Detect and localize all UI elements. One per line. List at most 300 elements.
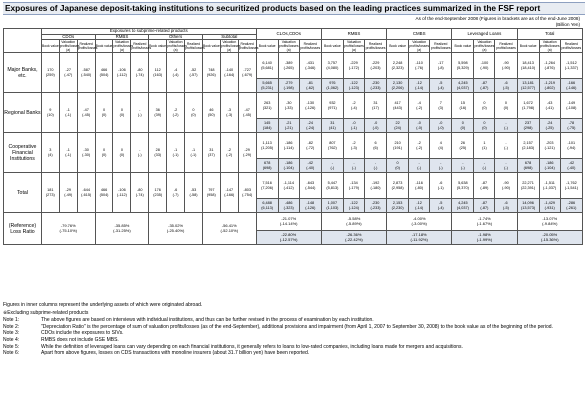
- cell-prev: (-94): [567, 145, 576, 150]
- cell-prev: (41): [328, 125, 336, 130]
- col-val: Valuation profits/losses (a): [113, 40, 134, 53]
- lev-inner-cell: [452, 79, 474, 93]
- cell-prev: (-615): [81, 192, 92, 197]
- clos-outer-cell: [256, 93, 278, 119]
- cell-current: -12: [416, 201, 422, 206]
- cell-current: 46: [209, 108, 214, 113]
- rmbs-inner-cell: [321, 119, 343, 133]
- col-real: Realized profits/losses: [430, 40, 452, 53]
- cell-current: -122: [350, 201, 358, 206]
- cell-current: 22,271: [522, 181, 534, 186]
- note-text: CDOs include the exposures to SIVs.: [41, 330, 124, 337]
- loss-cmbs-inner: [387, 231, 452, 245]
- cell-current: -2: [352, 101, 356, 106]
- cell-current: 6,488: [262, 201, 272, 206]
- cell-current: -1: [66, 108, 70, 113]
- cell-prev: (5,329): [456, 65, 469, 70]
- subprime-cell: [202, 53, 220, 93]
- cell-prev: (7,206): [261, 185, 274, 190]
- cell-current: -803: [243, 188, 251, 193]
- cell-current: 976: [329, 81, 336, 86]
- cell-current: -286: [567, 201, 576, 206]
- subprime-cell: [59, 173, 77, 213]
- cell-prev: (-104): [283, 165, 294, 170]
- cell-prev: (-203): [370, 65, 381, 70]
- cell-current: -203: [545, 141, 554, 146]
- col-real: Realized profits/losses: [185, 40, 203, 53]
- cell-prev: (-): [504, 125, 508, 130]
- clos-outer-cell: [256, 133, 278, 159]
- cell-prev: (2,230): [391, 205, 404, 210]
- cell-prev: (-179): [348, 185, 360, 190]
- cell-current: -140: [225, 68, 234, 73]
- cell-current: 13,181: [522, 81, 534, 86]
- cell-current: 0: [504, 101, 508, 106]
- lev-inner-cell: [452, 119, 474, 133]
- cell-prev: (6,113): [261, 205, 274, 210]
- cell-prev: (-0): [372, 125, 379, 130]
- cell-prev: (-14): [415, 85, 424, 90]
- cell-prev: (-): [373, 165, 378, 170]
- clos-outer-cell: [278, 93, 299, 119]
- cmbs-outer-cell: [430, 133, 452, 159]
- cell-prev: (0): [119, 152, 125, 157]
- subprime-cell: [131, 133, 149, 173]
- cell-prev: (-90): [501, 65, 510, 70]
- cell-current: -47: [244, 108, 250, 113]
- cell-prev: (-1): [65, 152, 72, 157]
- cell-current: 797: [208, 188, 215, 193]
- rmbs-outer-cell: [364, 173, 386, 199]
- cell-prev: (-121): [544, 145, 555, 150]
- subprime-cell: [59, 93, 77, 133]
- cell-prev: (-2): [172, 112, 179, 117]
- cell-prev: (698): [262, 165, 272, 170]
- exposure-table: [3, 28, 583, 245]
- subprime-cell: [149, 133, 167, 173]
- loss-prev: (-5.89%): [346, 220, 362, 226]
- tot-outer-cell: [517, 173, 539, 199]
- cmbs-outer-cell: [409, 133, 430, 159]
- cell-current: 1: [483, 141, 486, 146]
- clos-outer-cell: [299, 173, 321, 199]
- cell-prev: (1,798): [522, 105, 535, 110]
- cell-current: -42: [568, 161, 575, 166]
- cell-prev: (-126): [305, 205, 316, 210]
- cell-prev: (-25): [545, 125, 554, 130]
- loss-lev-outer: [452, 213, 517, 231]
- subprime-cell: [220, 133, 238, 173]
- subprime-cell: [167, 133, 185, 173]
- loss-prev: (-11.92%): [410, 236, 428, 242]
- cell-current: -4: [417, 101, 421, 106]
- cell-current: -122: [350, 81, 358, 86]
- cell-prev: (-123): [348, 85, 360, 90]
- cell-current: -643: [306, 181, 315, 186]
- cell-current: -431: [306, 61, 315, 66]
- cell-current: -644: [82, 188, 90, 193]
- cell-prev: (184): [262, 125, 272, 130]
- cell-prev: (0): [395, 165, 400, 170]
- loss-clos-inner: [256, 231, 321, 245]
- note-label: Note 4:: [3, 336, 20, 343]
- cmbs-inner-cell: [387, 159, 409, 173]
- subprime-cell: [220, 53, 238, 93]
- cell-current: 18,413: [522, 61, 534, 66]
- subprime-cell: [185, 53, 203, 93]
- cell-prev: (0): [119, 112, 125, 117]
- cell-current: 1,007: [327, 201, 338, 206]
- lev-inner-cell: [495, 159, 517, 173]
- cell-prev: (-): [417, 165, 422, 170]
- loss-prev: (-9.84%): [542, 220, 558, 226]
- cell-prev: (-166): [224, 192, 235, 197]
- subprime-cell: [202, 173, 220, 213]
- cell-prev: (-): [504, 165, 508, 170]
- cell-prev: (0): [482, 125, 487, 130]
- cell-prev: (-3): [350, 145, 357, 150]
- lev-outer-cell: [495, 133, 517, 159]
- cell-prev: (-931): [544, 205, 555, 210]
- loss-current: -79.76%: [60, 223, 76, 229]
- cell-prev: (-180): [370, 185, 381, 190]
- cell-prev: (-4): [172, 72, 179, 77]
- cell-prev: (958): [206, 192, 216, 197]
- loss-lev-inner: [452, 231, 517, 245]
- rmbs-outer-cell: [343, 93, 364, 119]
- cell-current: -2: [352, 141, 356, 146]
- cell-current: 36: [155, 108, 160, 113]
- subtotal-header: Subtotal: [202, 34, 256, 40]
- cell-prev: (-108): [566, 105, 577, 110]
- cell-current: -587: [82, 68, 90, 73]
- tot-outer-cell: [517, 53, 539, 79]
- cell-current: -148: [306, 201, 315, 206]
- cell-current: 2,248: [392, 61, 403, 66]
- col-book: Book value: [256, 40, 278, 53]
- tot-outer-cell: [517, 93, 539, 119]
- cmbs-header: CMBS: [387, 29, 452, 40]
- clos-outer-cell: [278, 53, 299, 79]
- cell-current: -130: [306, 101, 315, 106]
- cell-current: -30: [83, 148, 89, 153]
- cmbs-inner-cell: [387, 119, 409, 133]
- cell-current: 112: [154, 68, 161, 73]
- cell-prev: (698): [523, 165, 533, 170]
- cell-current: -727: [243, 68, 251, 73]
- cell-prev: (-74): [135, 72, 144, 77]
- clos-inner-cell: [256, 119, 278, 133]
- cell-current: -24: [307, 121, 314, 126]
- rmbs-inner-cell: [321, 199, 343, 213]
- col-real: Realized profits/losses: [77, 40, 95, 53]
- cell-current: 145: [263, 121, 271, 126]
- note-item: [3, 350, 583, 357]
- cell-prev: (-): [137, 112, 142, 117]
- cell-current: -100: [480, 61, 489, 66]
- subprime-cell: [202, 133, 220, 173]
- loss-prev: (-12.57%): [279, 236, 298, 242]
- cell-prev: (24): [394, 125, 401, 130]
- rmbs-inner-cell: [343, 159, 364, 173]
- cell-current: -24: [546, 121, 553, 126]
- cmbs-outer-cell: [387, 93, 409, 119]
- cmbs-outer-cell: [387, 133, 409, 159]
- cell-prev: (-29): [243, 152, 252, 157]
- cell-prev: (-323): [283, 205, 294, 210]
- rmbs-inner-cell: [321, 79, 343, 93]
- cell-current: -81: [307, 81, 314, 86]
- cell-prev: (235): [153, 192, 163, 197]
- clos-outer-cell: [256, 53, 278, 79]
- cell-prev: (1,062): [326, 85, 339, 90]
- cell-current: 0: [483, 101, 486, 106]
- col-book: Book value: [321, 40, 343, 53]
- tot-inner-cell: [517, 79, 539, 93]
- cell-prev: (-40): [306, 165, 315, 170]
- note-item: [3, 317, 583, 324]
- cell-current: -80: [137, 188, 143, 193]
- cell-current: -0: [417, 121, 421, 126]
- cell-prev: (504): [99, 192, 109, 197]
- subprime-cell: [131, 53, 149, 93]
- cell-prev: (-0): [437, 125, 444, 130]
- cell-current: 6,140: [262, 61, 272, 66]
- cell-current: -: [440, 161, 442, 166]
- tot-inner-cell: [517, 199, 539, 213]
- lev-outer-cell: [474, 133, 495, 159]
- cell-prev: (10): [46, 112, 54, 117]
- col-val: Valuation profits/losses (a): [220, 40, 241, 53]
- clos-outer-cell: [278, 173, 299, 199]
- cell-current: 4: [439, 141, 442, 146]
- cell-prev: (4,080): [326, 65, 339, 70]
- cell-prev: (1,103): [326, 205, 339, 210]
- cell-current: -87: [481, 201, 488, 206]
- col-val: Valuation profits/losses (a): [474, 40, 495, 53]
- col-real: Realized profits/losses: [495, 40, 517, 53]
- clos-inner-cell: [256, 199, 278, 213]
- cell-prev: (5,231): [261, 85, 274, 90]
- loss-prev: (-3.00%): [411, 220, 427, 226]
- loss-tot-outer: [517, 213, 582, 231]
- cell-prev: (-): [460, 165, 465, 170]
- col-book: Book value: [517, 40, 539, 53]
- cell-current: -: [505, 121, 507, 126]
- cell-prev: (-62): [306, 85, 315, 90]
- rmbs-outer-cell: [321, 53, 343, 79]
- cell-prev: (971): [327, 105, 337, 110]
- loss-current: -56.41%: [221, 223, 237, 229]
- cell-current: -116: [415, 181, 423, 186]
- cell-prev: (18,410): [521, 65, 536, 70]
- cell-current: -2: [417, 141, 421, 146]
- cell-prev: (2,183): [522, 145, 535, 150]
- lev-inner-cell: [474, 79, 495, 93]
- cell-prev: (-): [137, 152, 142, 157]
- cell-prev: (-4): [437, 205, 444, 210]
- cell-prev: (16): [459, 105, 467, 110]
- lev-inner-cell: [452, 159, 474, 173]
- cell-current: -1: [66, 148, 70, 153]
- cell-current: 263: [263, 101, 271, 106]
- col-real: Realized profits/losses: [131, 40, 149, 53]
- cell-current: -: [462, 161, 464, 166]
- cell-prev: (5,813): [326, 185, 339, 190]
- notes-section: [3, 302, 583, 357]
- cell-prev: (-802): [544, 85, 555, 90]
- subprime-cell: [185, 173, 203, 213]
- cell-current: -1,762: [565, 181, 577, 186]
- clos-inner-cell: [278, 159, 299, 173]
- cell-prev: (-164): [224, 72, 235, 77]
- lev-outer-cell: [452, 173, 474, 199]
- cell-current: -: [483, 161, 486, 166]
- cell-prev: (-4): [437, 85, 444, 90]
- note-label: Note 1:: [3, 317, 20, 324]
- loss-prev: (-52.10%): [220, 227, 239, 233]
- cell-current: -29: [244, 148, 250, 153]
- cell-prev: (-49): [64, 192, 73, 197]
- cell-current: -0: [352, 121, 356, 126]
- tot-outer-cell: [539, 53, 560, 79]
- cell-current: -101: [567, 141, 576, 146]
- clos-inner-cell: [299, 159, 321, 173]
- lev-outer-cell: [452, 133, 474, 159]
- cell-current: -0: [373, 121, 378, 126]
- cell-current: -21: [285, 121, 292, 126]
- cell-current: 5,665: [262, 81, 272, 86]
- cell-prev: (-2): [416, 145, 423, 150]
- cmbs-outer-cell: [409, 93, 430, 119]
- cell-prev: (2,958): [391, 185, 404, 190]
- note-text: RMBS does not include GSE MBS.: [41, 336, 119, 343]
- clos-inner-cell: [278, 119, 299, 133]
- subprime-cell: [167, 93, 185, 133]
- loss-prev: (-1.67%): [476, 220, 493, 226]
- subprime-cell: [95, 173, 113, 213]
- cell-current: -: [505, 161, 507, 166]
- cell-prev: (259): [45, 72, 55, 77]
- loss-rmbs-inner: [321, 231, 386, 245]
- rmbs-inner-cell: [364, 159, 386, 173]
- cell-prev: (926): [206, 72, 216, 77]
- cell-prev: (-90): [480, 65, 489, 70]
- subprime-cell: [131, 173, 149, 213]
- leveraged-header: Leveraged Loans: [452, 29, 517, 40]
- lev-inner-cell: [474, 159, 495, 173]
- cell-current: 807: [329, 141, 336, 146]
- cell-current: 7,516: [262, 181, 272, 186]
- note-text: "Depreciation Ratio" is the percentage of sum of valuation profits/losses (as of the end-September), additional provisions and impairment (from April 1, 2007 to September 30, 2008) to the book value as of the beginning of the period.: [41, 323, 553, 330]
- cell-prev: (-124): [348, 205, 360, 210]
- cell-current: 0: [192, 108, 195, 113]
- rmbs-header: RMBS: [321, 29, 386, 40]
- cell-current: -53: [190, 188, 197, 193]
- cell-current: 6: [374, 141, 377, 146]
- cell-current: 2,157: [523, 141, 533, 146]
- clos-header: CLOs,CDOs: [256, 29, 321, 40]
- subprime-header: Exposures to subprime-related products: [41, 29, 256, 35]
- col-val: Valuation profits/losses (a): [409, 40, 430, 53]
- cell-current: 26: [460, 141, 465, 146]
- loss-prev: (-1.99%): [476, 236, 493, 242]
- lev-outer-cell: [474, 53, 495, 79]
- cell-current: -87: [481, 81, 488, 86]
- cell-prev: (2,206): [391, 85, 404, 90]
- cell-current: 181: [47, 188, 54, 193]
- cell-prev: (-346): [305, 65, 316, 70]
- cell-prev: (-5): [503, 85, 509, 90]
- rmbs-inner-cell: [364, 79, 386, 93]
- cell-prev: (0): [503, 105, 509, 110]
- cell-current: -186: [284, 161, 293, 166]
- cell-current: 22: [395, 121, 400, 126]
- cell-prev: (-30): [82, 152, 91, 157]
- cell-current: -106: [118, 188, 126, 193]
- cell-current: -166: [567, 81, 576, 86]
- cell-current: -486: [284, 201, 293, 206]
- cell-prev: (-2): [416, 105, 423, 110]
- cmbs-inner-cell: [430, 159, 452, 173]
- loss-rmbs-outer: [321, 213, 386, 231]
- cell-current: -389: [284, 61, 293, 66]
- lev-outer-cell: [495, 53, 517, 79]
- cell-prev: (5,370): [456, 185, 469, 190]
- cell-current: 4,245: [458, 81, 468, 86]
- clos-outer-cell: [299, 93, 321, 119]
- cell-current: 0: [396, 161, 399, 166]
- subprime-cell: [220, 93, 238, 133]
- subprime-cell: [77, 133, 95, 173]
- subprime-cell: [59, 53, 77, 93]
- subprime-cell: [113, 173, 131, 213]
- tot-inner-cell: [517, 119, 539, 133]
- cell-prev: (-72): [306, 145, 315, 150]
- cell-prev: (1,205): [261, 145, 274, 150]
- cell-prev: (-126): [305, 105, 316, 110]
- cell-prev: (6): [373, 145, 378, 150]
- cell-prev: (-233): [370, 205, 381, 210]
- loss-tot-inner: [517, 231, 582, 245]
- clos-inner-cell: [299, 79, 321, 93]
- cell-prev: (321): [262, 105, 272, 110]
- clos-inner-cell: [256, 79, 278, 93]
- loss-prev: (-75.10%): [59, 227, 78, 233]
- cell-prev: (-): [352, 165, 356, 170]
- cell-prev: (-90): [501, 185, 510, 190]
- cell-current: -87: [481, 181, 488, 186]
- cell-prev: (-47): [64, 72, 73, 77]
- cell-current: -80: [137, 68, 143, 73]
- rmbs-outer-cell: [343, 53, 364, 79]
- cell-prev: (298): [523, 125, 533, 130]
- rmbs-inner-cell: [364, 199, 386, 213]
- cell-current: -134: [350, 181, 358, 186]
- loss-ratio-label: (Reference) Loss Ratio: [4, 213, 42, 245]
- cell-current: 0: [102, 108, 106, 113]
- cell-current: -: [331, 161, 333, 166]
- subprime-cell: [77, 93, 95, 133]
- note-text: While the definition of leveraged loans can vary depending on each financial institutions, it generally refers to loans to low-rated companies, including loans made for mergers and acquisitions.: [41, 343, 463, 350]
- cell-prev: (-679): [242, 72, 253, 77]
- cell-prev: (-2): [226, 152, 233, 157]
- loss-current: -21.07%: [281, 216, 297, 222]
- loss-current: -13.07%: [542, 216, 558, 222]
- cell-prev: (-33): [284, 105, 293, 110]
- subprime-cell: [95, 93, 113, 133]
- loss-current: -35.02%: [168, 223, 184, 229]
